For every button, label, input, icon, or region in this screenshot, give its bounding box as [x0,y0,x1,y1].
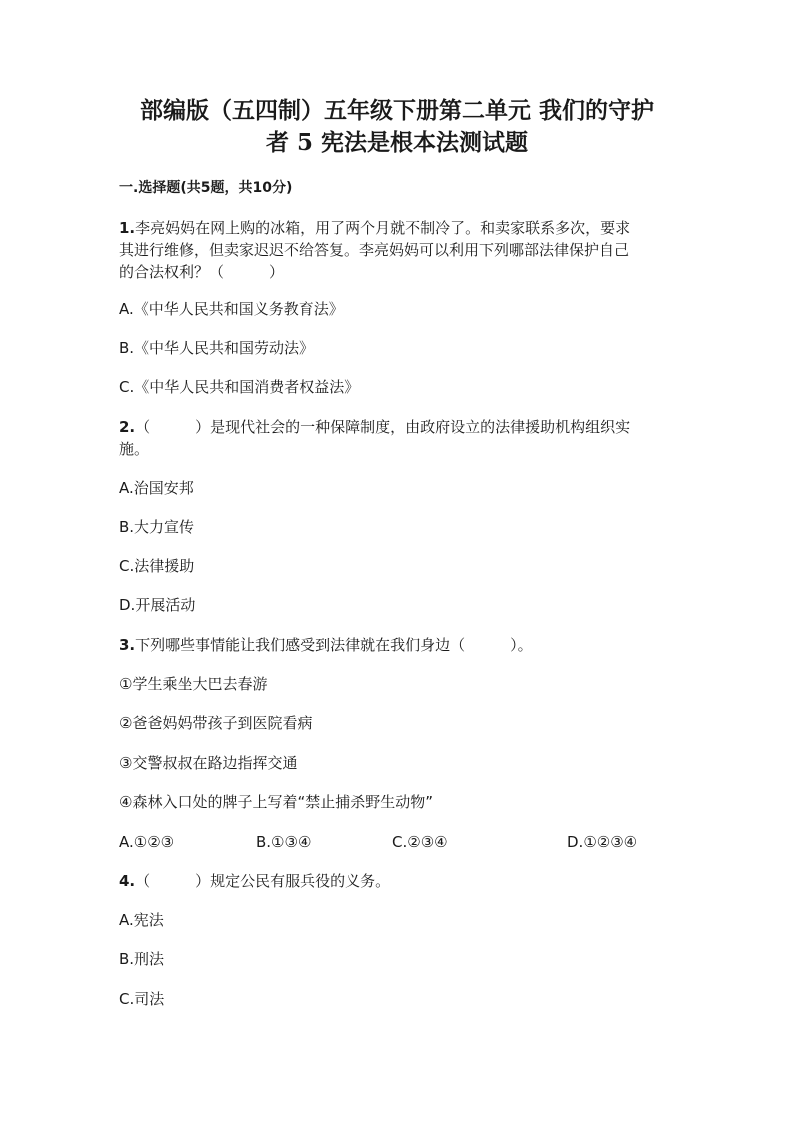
question-4-option-a: A.宪法 [119,911,164,929]
question-1-line-1 [119,217,630,239]
question-2-option-a: A.治国安邦 [119,479,194,497]
question-1-text-1: 李亮妈妈在网上购的冰箱，用了两个月就不制冷了。和卖家联系多次，要求 [135,219,631,237]
question-4-option-c: C.司法 [119,990,165,1008]
question-3-option-c: C.②③④ [392,833,448,851]
question-2-option-d: D.开展活动 [119,596,196,614]
question-1-line-3: 的合法权利？（ ） [119,263,285,281]
question-1-option-a: A.《中华人民共和国义务教育法》 [119,300,344,318]
question-1-option-c: C.《中华人民共和国消费者权益法》 [119,378,360,396]
question-3-number: 3. [119,636,136,654]
question-2-text-1: （ ）是现代社会的一种保障制度，由政府设立的法律援助机构组织实 [135,418,631,436]
question-2-line-1 [119,416,630,438]
question-1-number: 1. [119,219,136,237]
question-3-item-4: ④森林入口处的牌子上写着“禁止捕杀野生动物” [119,793,433,811]
question-3-text-1: 下列哪些事情能让我们感受到法律就在我们身边（ ）。 [135,636,533,654]
question-3-item-3: ③交警叔叔在路边指挥交通 [119,754,298,772]
question-1-option-b: B.《中华人民共和国劳动法》 [119,339,315,357]
question-4-option-b: B.刑法 [119,950,165,968]
question-3-item-1: ①学生乘坐大巴去春游 [119,675,268,693]
question-3-option-a: A.①②③ [119,833,175,851]
question-1-line-2: 其进行维修，但卖家迟迟不给答复。李亮妈妈可以利用下列哪部法律保护自己 [119,241,630,259]
question-2-number: 2. [119,418,136,436]
question-3-option-d: D.①②③④ [567,833,638,851]
page-title-line-1: 部编版（五四制）五年级下册第二单元 我们的守护 [139,97,654,124]
question-4-text-1: （ ）规定公民有服兵役的义务。 [135,872,391,890]
question-4-line-1 [119,870,390,892]
question-3-line-1 [119,634,533,656]
question-2-line-2: 施。 [119,440,150,458]
question-2-option-b: B.大力宣传 [119,518,195,536]
question-3-item-2: ②爸爸妈妈带孩子到医院看病 [119,714,313,732]
section-heading: 一.选择题(共5题，共10分) [119,180,293,196]
page-title-line-2: 者 5 宪法是根本法测试题 [265,129,529,156]
question-4-number: 4. [119,872,136,890]
question-2-option-c: C.法律援助 [119,557,195,575]
question-3-option-b: B.①③④ [256,833,312,851]
